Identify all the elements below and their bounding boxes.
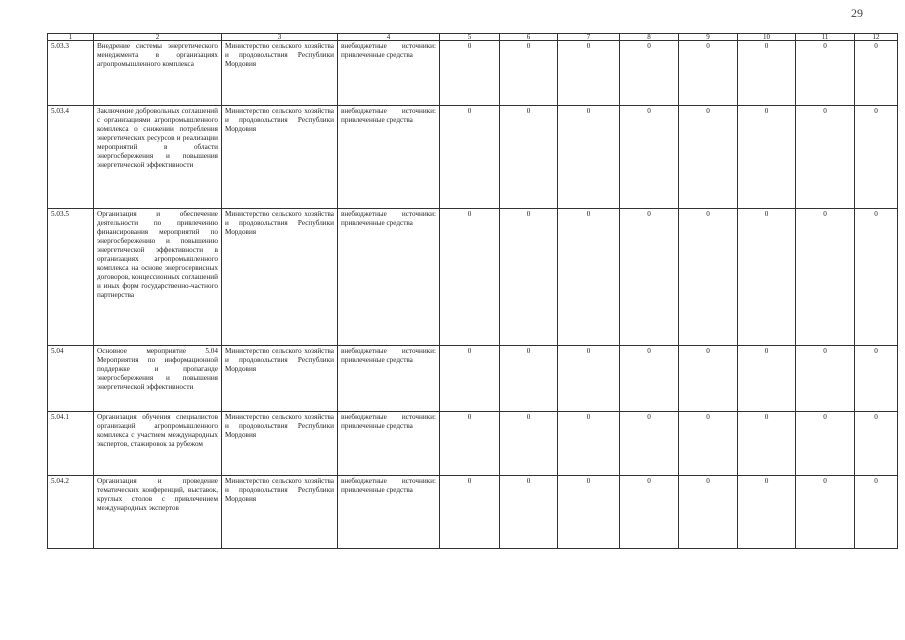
column-number-row — [48, 34, 898, 41]
row-value: 0 — [679, 412, 738, 476]
column-number: 8 — [620, 34, 679, 41]
row-value: 0 — [796, 476, 855, 549]
row-activity-name: Организация и проведение тематических конференций, выставок, круглых столов с привлечением международных экспертов — [94, 476, 222, 549]
row-value: 0 — [620, 209, 679, 346]
row-value: 0 — [738, 41, 796, 106]
row-code: 5.04 — [48, 346, 94, 412]
row-value: 0 — [738, 209, 796, 346]
row-code: 5.04.2 — [48, 476, 94, 549]
row-value: 0 — [558, 209, 620, 346]
row-value: 0 — [440, 209, 500, 346]
row-value: 0 — [620, 41, 679, 106]
row-code: 5.03.3 — [48, 41, 94, 106]
row-value: 0 — [679, 346, 738, 412]
row-activity-name: Заключение добровольных соглашений с организациями агропромышленного комплекса о снижении потребления энергетических ресурсов и реализации мероприятий в области энергосбережения и повышения энергетической эффективности — [94, 106, 222, 209]
column-number: 10 — [738, 34, 796, 41]
row-value: 0 — [500, 209, 558, 346]
column-number: 3 — [222, 34, 338, 41]
row-activity-name: Организация и обеспечение деятельности по привлечению финансирования мероприятий по энергосбережению и повышению энергетической эффективности в организациях агропромышленного комплекса на основе энергосервисных договоров, концессионных соглашений и иных форм государственно-частного партнерства — [94, 209, 222, 346]
row-executor: Министерство сельского хозяйства и продовольствия Республики Мордовия — [222, 106, 338, 209]
row-value: 0 — [620, 412, 679, 476]
table-row — [48, 346, 898, 412]
program-table — [47, 33, 898, 549]
row-value: 0 — [440, 412, 500, 476]
row-value: 0 — [855, 209, 898, 346]
row-value: 0 — [855, 41, 898, 106]
row-executor: Министерство сельского хозяйства и продовольствия Республики Мордовия — [222, 476, 338, 549]
row-value: 0 — [558, 346, 620, 412]
table-row — [48, 476, 898, 549]
row-code: 5.04.1 — [48, 412, 94, 476]
row-value: 0 — [855, 412, 898, 476]
row-activity-name: Основное мероприятие 5.04 Мероприятия по информационной поддержке и пропаганде энергосбережения и повышения энергетической эффективности — [94, 346, 222, 412]
row-funding-source: внебюджетные источники: привлеченные средства — [338, 106, 440, 209]
row-value: 0 — [855, 476, 898, 549]
row-value: 0 — [796, 106, 855, 209]
row-value: 0 — [500, 346, 558, 412]
row-value: 0 — [558, 106, 620, 209]
row-value: 0 — [440, 346, 500, 412]
row-value: 0 — [558, 412, 620, 476]
table-row — [48, 106, 898, 209]
row-value: 0 — [855, 106, 898, 209]
column-number: 11 — [796, 34, 855, 41]
row-value: 0 — [558, 41, 620, 106]
column-number: 6 — [500, 34, 558, 41]
column-number: 2 — [94, 34, 222, 41]
row-value: 0 — [500, 41, 558, 106]
row-executor: Министерство сельского хозяйства и продовольствия Республики Мордовия — [222, 209, 338, 346]
row-code: 5.03.4 — [48, 106, 94, 209]
row-value: 0 — [620, 346, 679, 412]
table-row — [48, 412, 898, 476]
row-value: 0 — [500, 106, 558, 209]
row-activity-name: Организация обучения специалистов организаций агропромышленного комплекса с участием международных экспертов, стажировок за рубежом — [94, 412, 222, 476]
row-value: 0 — [620, 476, 679, 549]
row-funding-source: внебюджетные источники: привлеченные средства — [338, 412, 440, 476]
column-number: 9 — [679, 34, 738, 41]
row-value: 0 — [855, 346, 898, 412]
column-number: 12 — [855, 34, 898, 41]
row-executor: Министерство сельского хозяйства и продовольствия Республики Мордовия — [222, 412, 338, 476]
row-funding-source: внебюджетные источники: привлеченные средства — [338, 209, 440, 346]
row-value: 0 — [440, 41, 500, 106]
row-funding-source: внебюджетные источники: привлеченные средства — [338, 346, 440, 412]
row-funding-source: внебюджетные источники: привлеченные средства — [338, 41, 440, 106]
row-value: 0 — [738, 106, 796, 209]
row-activity-name: Внедрение системы энергетического менеджмента в организациях агропромышленного комплекса — [94, 41, 222, 106]
row-value: 0 — [500, 476, 558, 549]
row-code: 5.03.5 — [48, 209, 94, 346]
page-number: 29 — [851, 6, 863, 20]
row-value: 0 — [738, 412, 796, 476]
row-value: 0 — [796, 346, 855, 412]
column-number: 7 — [558, 34, 620, 41]
row-executor: Министерство сельского хозяйства и продовольствия Республики Мордовия — [222, 346, 338, 412]
row-value: 0 — [679, 41, 738, 106]
row-executor: Министерство сельского хозяйства и продовольствия Республики Мордовия — [222, 41, 338, 106]
column-number: 5 — [440, 34, 500, 41]
row-funding-source: внебюджетные источники: привлеченные средства — [338, 476, 440, 549]
column-number: 1 — [48, 34, 94, 41]
row-value: 0 — [679, 476, 738, 549]
row-value: 0 — [738, 476, 796, 549]
table-row — [48, 41, 898, 106]
row-value: 0 — [679, 106, 738, 209]
row-value: 0 — [796, 41, 855, 106]
row-value: 0 — [796, 209, 855, 346]
row-value: 0 — [440, 106, 500, 209]
row-value: 0 — [620, 106, 679, 209]
row-value: 0 — [558, 476, 620, 549]
row-value: 0 — [440, 476, 500, 549]
column-number: 4 — [338, 34, 440, 41]
row-value: 0 — [500, 412, 558, 476]
row-value: 0 — [738, 346, 796, 412]
row-value: 0 — [796, 412, 855, 476]
table-row — [48, 209, 898, 346]
row-value: 0 — [679, 209, 738, 346]
